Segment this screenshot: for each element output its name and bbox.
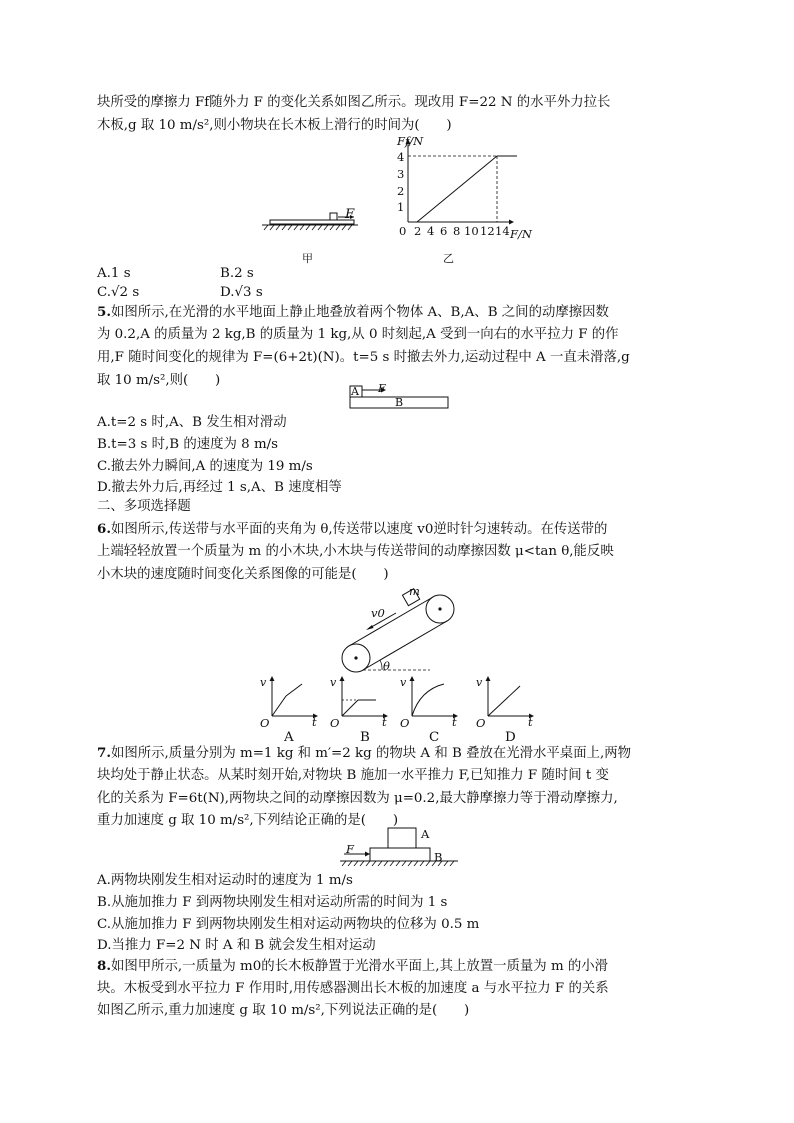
q4-option-d: D.√3 s bbox=[220, 285, 263, 300]
q5-fig-label-b: B bbox=[395, 396, 404, 409]
q4-yi-ytick-1: 1 bbox=[397, 200, 405, 214]
q8-number: 8. bbox=[97, 958, 111, 974]
q7-line-4: 重力加速度 g 取 10 m/s²,下列结论正确的是( ) bbox=[97, 813, 399, 828]
q4-line-2: 木板,g 取 10 m/s²,则小物块在长木板上滑行的时间为( ) bbox=[97, 118, 452, 133]
q4-option-a: A.1 s bbox=[97, 266, 131, 281]
q8-line-1 bbox=[97, 957, 608, 976]
q4-yi-ytick-2: 2 bbox=[397, 184, 405, 198]
q5-line-3: 用,F 随时间变化的规律为 F=(6+2t)(N)。t=5 s 时撤去外力,运动过程中 A 一直未滑落,g bbox=[97, 350, 630, 365]
q6-conveyor-figure bbox=[330, 585, 465, 677]
q5-line-2: 为 0.2,A 的质量为 2 kg,B 的质量为 1 kg,从 0 时刻起,A 受到一向右的水平拉力 F 的作 bbox=[97, 327, 619, 342]
q8-line-3: 如图乙所示,重力加速度 g 取 10 m/s²,下列说法正确的是( ) bbox=[97, 1003, 470, 1018]
q6-line-1 bbox=[97, 520, 607, 539]
q5-option-c: C.撤去外力瞬间,A 的速度为 19 m/s bbox=[97, 459, 313, 474]
q4-yi-xtick-8: 8 bbox=[453, 224, 461, 238]
q6-fig-label-v0: v0 bbox=[371, 606, 385, 620]
q4-line-1: 块所受的摩擦力 Ff随外力 F 的变化关系如图乙所示。现改用 F=22 N 的水平外力拉长 bbox=[97, 95, 611, 110]
q7-option-d: D.当推力 F=2 N 时 A 和 B 就会发生相对运动 bbox=[97, 938, 376, 953]
q7-line-2: 块均处于静止状态。从某时刻开始,对物块 B 施加一水平推力 F,已知推力 F 随时间 t 变 bbox=[97, 768, 609, 783]
q4-yi-xtick-10: 10 bbox=[464, 224, 479, 238]
q7-option-a: A.两物块刚发生相对运动时的速度为 1 m/s bbox=[97, 873, 353, 888]
q6-graph-b-caption: B bbox=[360, 730, 370, 745]
q4-jia-force-label: F bbox=[345, 207, 355, 222]
q6-graph-d-caption: D bbox=[505, 730, 516, 745]
q5-number: 5. bbox=[97, 304, 111, 320]
q4-yi-xtick-12: 12 bbox=[480, 224, 495, 238]
q5-line-1 bbox=[97, 303, 609, 322]
q4-option-b: B.2 s bbox=[220, 266, 254, 281]
q4-yi-x-axis-label: F/N bbox=[510, 227, 532, 241]
q4-jia-caption: 甲 bbox=[302, 252, 313, 265]
q7-number: 7. bbox=[97, 745, 111, 761]
q7-option-b: B.从施加推力 F 到两物块刚发生相对运动所需的时间为 1 s bbox=[97, 895, 448, 910]
q6-number: 6. bbox=[97, 521, 111, 537]
q4-yi-xtick-4: 4 bbox=[427, 224, 435, 238]
q5-option-d: D.撤去外力后,再经过 1 s,A、B 速度相等 bbox=[97, 480, 342, 495]
q6-graph-c-x: t bbox=[452, 715, 457, 729]
q5-line-1-text: 如图所示,在光滑的水平地面上静止地叠放着两个物体 A、B,A、B 之间的动摩擦因数 bbox=[110, 305, 609, 320]
q7-fig-label-b: B bbox=[434, 850, 443, 864]
q6-graph-d-y: v bbox=[476, 676, 483, 689]
q6-graph-d-o: O bbox=[476, 716, 486, 730]
q7-fig-label-a: A bbox=[421, 827, 430, 841]
q6-line-3: 小木块的速度随时间变化关系图像的可能是( ) bbox=[97, 567, 389, 582]
q6-line-1-text: 如图所示,传送带与水平面的夹角为 θ,传送带以速度 v0逆时针匀速转动。在传送带的 bbox=[110, 522, 608, 537]
q6-graph-a-x: t bbox=[312, 715, 317, 729]
q4-yi-caption: 乙 bbox=[443, 252, 454, 265]
q4-yi-xtick-6: 6 bbox=[440, 224, 448, 238]
q4-yi-origin: 0 bbox=[399, 224, 407, 238]
q4-yi-ytick-4: 4 bbox=[397, 150, 405, 164]
q6-line-2: 上端轻轻放置一个质量为 m 的小木块,小木块与传送带间的动摩擦因数 μ<tan θ,能反映 bbox=[97, 544, 614, 559]
q6-graph-a-caption: A bbox=[284, 730, 294, 745]
q4-option-c: C.√2 s bbox=[97, 285, 140, 300]
q4-yi-ytick-3: 3 bbox=[397, 167, 405, 181]
q4-yi-xtick-2: 2 bbox=[414, 224, 422, 238]
q6-graph-d-x: t bbox=[528, 715, 533, 729]
q8-line-2: 块。木板受到水平拉力 F 作用时,用传感器测出长木板的加速度 a 与水平拉力 F 的关系 bbox=[97, 981, 609, 996]
q6-graph-a-o: O bbox=[260, 716, 270, 730]
q6-graph-b-y: v bbox=[330, 676, 337, 689]
q6-graph-b-o: O bbox=[330, 716, 340, 730]
q5-option-b: B.t=3 s 时,B 的速度为 8 m/s bbox=[97, 437, 279, 452]
q5-line-4: 取 10 m/s²,则( ) bbox=[97, 373, 221, 388]
q4-yi-y-axis-label: Ff/N bbox=[397, 134, 424, 148]
q7-line-1-text: 如图所示,质量分别为 m=1 kg 和 m′=2 kg 的物块 A 和 B 叠放在光滑水平桌面上,两物 bbox=[110, 746, 632, 761]
q6-fig-label-theta: θ bbox=[383, 659, 390, 673]
q6-graph-b-x: t bbox=[382, 715, 387, 729]
q7-fig-label-f: F bbox=[346, 842, 354, 856]
section-title-multiple-choice: 二、多项选择题 bbox=[97, 499, 191, 514]
q4-yi-xtick-14: 14 bbox=[495, 224, 510, 238]
q6-fig-label-m: m bbox=[409, 584, 420, 598]
q6-graph-a-y: v bbox=[260, 676, 267, 689]
q6-graph-c-o: O bbox=[400, 716, 410, 730]
q5-option-a: A.t=2 s 时,A、B 发生相对滑动 bbox=[97, 415, 287, 430]
q6-graph-c-caption: C bbox=[429, 730, 440, 745]
q8-line-1-text: 如图甲所示,一质量为 m0的长木板静置于光滑水平面上,其上放置一质量为 m 的小滑 bbox=[110, 959, 609, 974]
q6-graph-c-y: v bbox=[400, 676, 407, 689]
q7-option-c: C.从施加推力 F 到两物块刚发生相对运动两物块的位移为 0.5 m bbox=[97, 917, 480, 932]
q7-line-3: 化的关系为 F=6t(N),两物块之间的动摩擦因数为 μ=0.2,最大静摩擦力等于滑动摩擦力, bbox=[97, 791, 618, 806]
q5-fig-label-a: A bbox=[351, 385, 359, 398]
q5-fig-label-f: F bbox=[378, 382, 386, 395]
q7-line-1 bbox=[97, 744, 631, 763]
